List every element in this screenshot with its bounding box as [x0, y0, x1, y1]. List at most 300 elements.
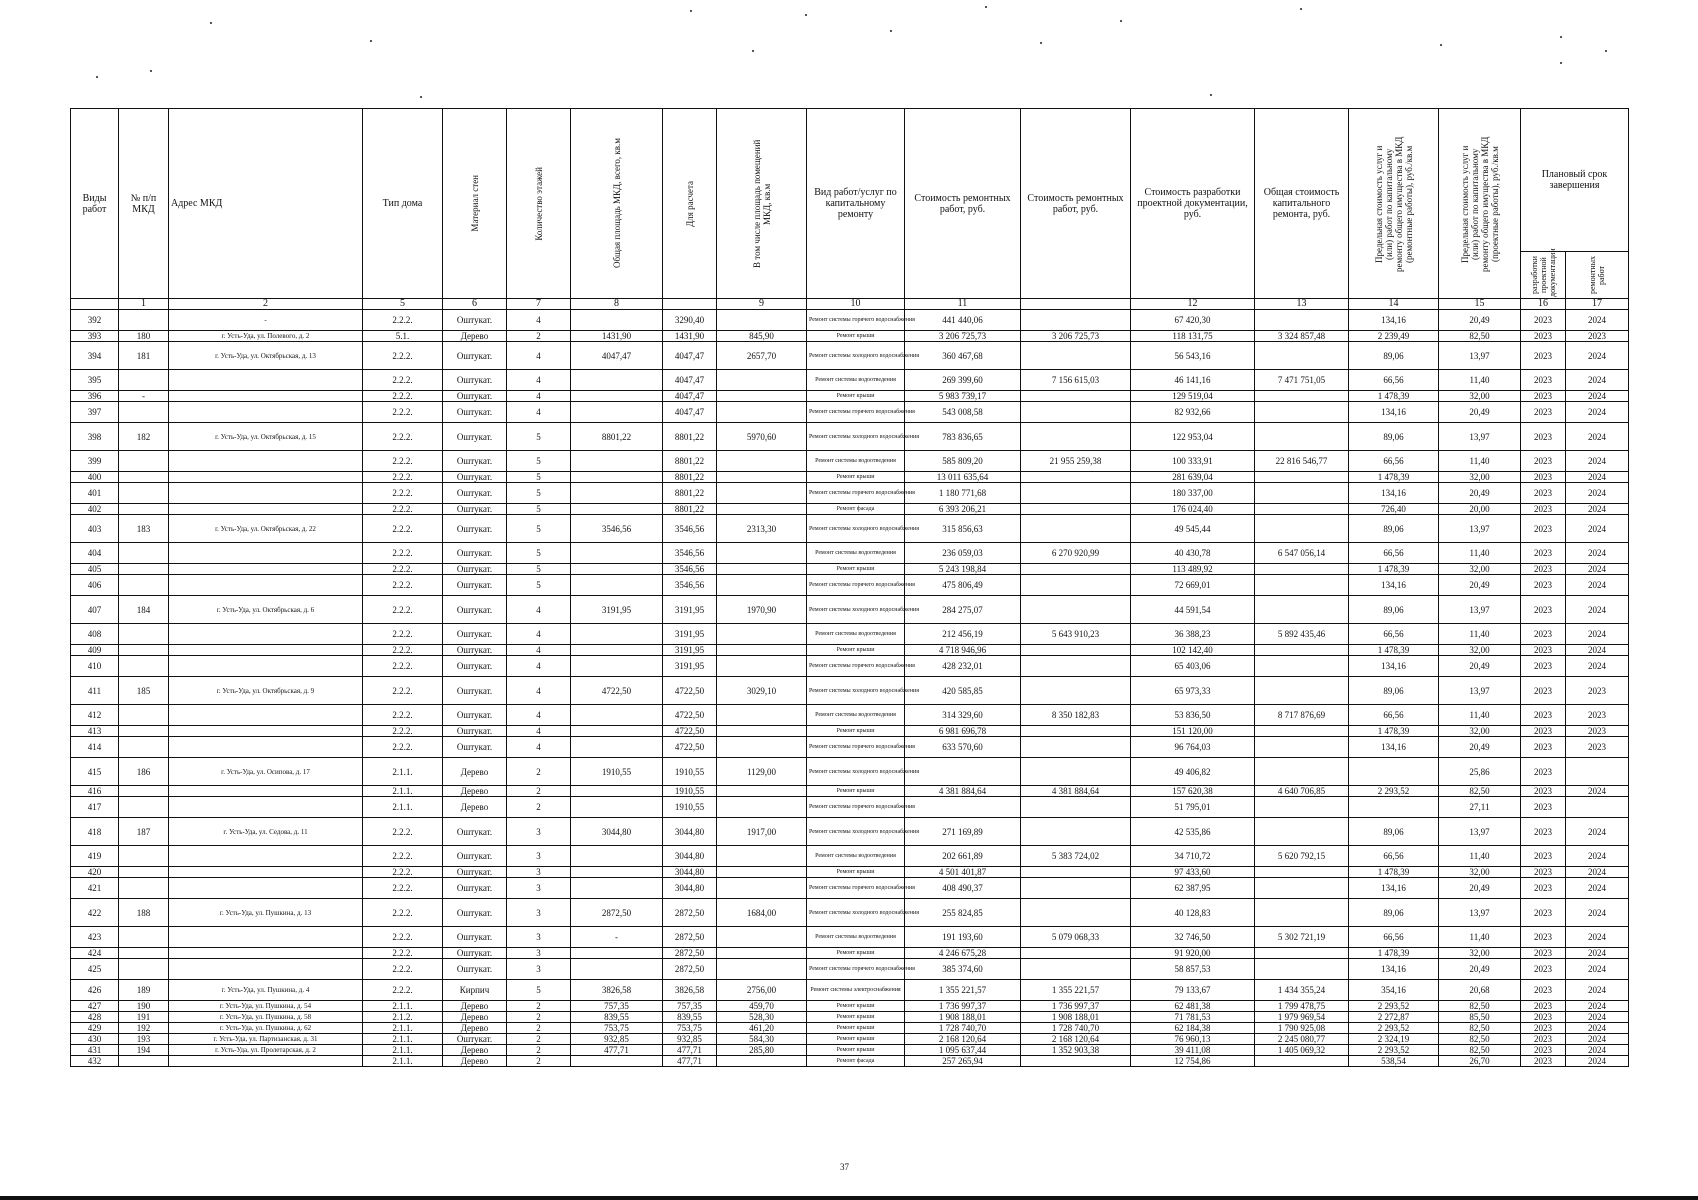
cost-cell: 236 059,03 — [905, 543, 1021, 564]
total-area-cell — [571, 737, 663, 758]
capital-repair-table — [70, 108, 1629, 1067]
cost-total-cell: 1 736 997,37 — [1021, 1001, 1131, 1012]
cost-cell: 4 381 884,64 — [905, 786, 1021, 797]
column-number-row — [71, 299, 1629, 310]
address-cell: г. Усть-Уда, ул. Пушкина, д. 13 — [169, 899, 363, 927]
page-number: 37 — [840, 1162, 849, 1172]
floors-cell: 3 — [507, 846, 571, 867]
limit-repair-cell: 2 293,52 — [1349, 1045, 1439, 1056]
limit-design-cell: 27,11 — [1439, 797, 1521, 818]
floors-cell: 3 — [507, 959, 571, 980]
limit-design-cell: 13,97 — [1439, 596, 1521, 624]
address-cell — [169, 564, 363, 575]
total-area-cell — [571, 1056, 663, 1067]
mkd-number: 183 — [119, 515, 169, 543]
wall-material-cell: Оштукат. — [443, 899, 507, 927]
row-number: 413 — [71, 726, 119, 737]
column-number: 15 — [1439, 299, 1521, 310]
work-type-cell: Ремонт крыши — [807, 1045, 905, 1056]
calc-area-cell: 753,75 — [663, 1023, 717, 1034]
table-row — [71, 370, 1629, 391]
address-cell: г. Усть-Уда, ул. Осипова, д. 17 — [169, 758, 363, 786]
design-cost-cell: 82 932,66 — [1131, 402, 1255, 423]
design-cost-cell: 12 754,86 — [1131, 1056, 1255, 1067]
total-area-cell — [571, 472, 663, 483]
house-type-cell: 2.2.2. — [363, 867, 443, 878]
total-cost-cell: 5 302 721,19 — [1255, 927, 1349, 948]
total-cost-cell: 3 324 857,48 — [1255, 331, 1349, 342]
house-type-cell: 2.1.1. — [363, 1023, 443, 1034]
living-area-cell — [717, 878, 807, 899]
cost-cell: 4 246 675,28 — [905, 948, 1021, 959]
cost-total-cell: 1 728 740,70 — [1021, 1023, 1131, 1034]
design-cost-cell: 40 430,78 — [1131, 543, 1255, 564]
mkd-number — [119, 846, 169, 867]
table-row — [71, 331, 1629, 342]
year-repair-cell: 2024 — [1566, 656, 1629, 677]
wall-material-cell: Оштукат. — [443, 656, 507, 677]
total-area-cell: 3826,58 — [571, 980, 663, 1001]
calc-area-cell: 477,71 — [663, 1056, 717, 1067]
calc-area-cell: 4722,50 — [663, 677, 717, 705]
calc-area-cell: 3044,80 — [663, 867, 717, 878]
limit-design-cell: 82,50 — [1439, 331, 1521, 342]
limit-repair-cell: 134,16 — [1349, 402, 1439, 423]
house-type-cell: 2.2.2. — [363, 515, 443, 543]
address-cell: г. Усть-Уда, ул. Пушкина, д. 62 — [169, 1023, 363, 1034]
cost-total-cell: 5 079 068,33 — [1021, 927, 1131, 948]
design-cost-cell: 71 781,53 — [1131, 1012, 1255, 1023]
work-type-cell: Ремонт системы горячего водоснабжения — [807, 575, 905, 596]
limit-repair-cell: 1 478,39 — [1349, 472, 1439, 483]
calc-area-cell: 2872,50 — [663, 948, 717, 959]
mkd-number: 187 — [119, 818, 169, 846]
work-type-cell: Ремонт системы водоотведения — [807, 370, 905, 391]
address-cell: г. Усть-Уда, ул. Партизанская, д. 31 — [169, 1034, 363, 1045]
total-cost-cell — [1255, 758, 1349, 786]
cost-cell: 420 585,85 — [905, 677, 1021, 705]
total-area-cell — [571, 564, 663, 575]
year-repair-cell: 2024 — [1566, 564, 1629, 575]
year-design-cell: 2023 — [1521, 624, 1566, 645]
cost-total-cell: 1 352 903,38 — [1021, 1045, 1131, 1056]
wall-material-cell: Дерево — [443, 1023, 507, 1034]
living-area-cell: 528,30 — [717, 1012, 807, 1023]
scan-speck — [96, 76, 98, 78]
wall-material-cell: Оштукат. — [443, 645, 507, 656]
column-number: 11 — [905, 299, 1021, 310]
work-type-cell: Ремонт системы горячего водоснабжения — [807, 737, 905, 758]
year-repair-cell: 2024 — [1566, 483, 1629, 504]
address-cell — [169, 504, 363, 515]
year-design-cell: 2023 — [1521, 797, 1566, 818]
cost-total-cell: 3 206 725,73 — [1021, 331, 1131, 342]
calc-area-cell: 3044,80 — [663, 846, 717, 867]
limit-repair-cell: 2 293,52 — [1349, 1023, 1439, 1034]
work-type-cell: Ремонт крыши — [807, 1034, 905, 1045]
total-cost-cell — [1255, 797, 1349, 818]
living-area-cell — [717, 656, 807, 677]
work-type-cell: Ремонт крыши — [807, 564, 905, 575]
floors-cell: 3 — [507, 948, 571, 959]
wall-material-cell: Оштукат. — [443, 564, 507, 575]
floors-cell: 2 — [507, 1056, 571, 1067]
floors-cell: 3 — [507, 818, 571, 846]
scan-speck — [1605, 50, 1607, 52]
table-row — [71, 515, 1629, 543]
table-row — [71, 1001, 1629, 1012]
cost-cell: 1 095 637,44 — [905, 1045, 1021, 1056]
cost-cell: 1 908 188,01 — [905, 1012, 1021, 1023]
year-design-cell: 2023 — [1521, 677, 1566, 705]
wall-material-cell: Оштукат. — [443, 596, 507, 624]
total-area-cell: 1431,90 — [571, 331, 663, 342]
limit-design-cell: 20,49 — [1439, 483, 1521, 504]
cost-total-cell: 21 955 259,38 — [1021, 451, 1131, 472]
design-cost-cell: 76 960,13 — [1131, 1034, 1255, 1045]
total-area-cell — [571, 797, 663, 818]
limit-repair-cell: 1 478,39 — [1349, 948, 1439, 959]
design-cost-cell: 51 795,01 — [1131, 797, 1255, 818]
limit-repair-cell: 1 478,39 — [1349, 645, 1439, 656]
year-repair-cell: 2024 — [1566, 423, 1629, 451]
house-type-cell: 2.2.2. — [363, 737, 443, 758]
total-cost-cell — [1255, 515, 1349, 543]
floors-cell: 4 — [507, 737, 571, 758]
wall-material-cell: Оштукат. — [443, 1034, 507, 1045]
total-cost-cell — [1255, 423, 1349, 451]
living-area-cell: 1684,00 — [717, 899, 807, 927]
limit-repair-cell: 1 478,39 — [1349, 391, 1439, 402]
table-row — [71, 786, 1629, 797]
wall-material-cell: Оштукат. — [443, 959, 507, 980]
work-type-cell: Ремонт крыши — [807, 726, 905, 737]
design-cost-cell: 58 857,53 — [1131, 959, 1255, 980]
calc-area-cell: 2872,50 — [663, 927, 717, 948]
limit-repair-cell: 2 293,52 — [1349, 786, 1439, 797]
calc-area-cell: 3546,56 — [663, 564, 717, 575]
cost-total-cell — [1021, 797, 1131, 818]
year-design-cell: 2023 — [1521, 878, 1566, 899]
table-row — [71, 867, 1629, 878]
limit-repair-cell — [1349, 758, 1439, 786]
cost-total-cell — [1021, 726, 1131, 737]
column-number: 9 — [717, 299, 807, 310]
row-number: 426 — [71, 980, 119, 1001]
year-repair-cell: 2023 — [1566, 331, 1629, 342]
total-area-cell — [571, 959, 663, 980]
total-area-cell — [571, 786, 663, 797]
floors-cell: 5 — [507, 472, 571, 483]
house-type-cell: 2.2.2. — [363, 391, 443, 402]
total-cost-cell — [1255, 948, 1349, 959]
cost-cell: 2 168 120,64 — [905, 1034, 1021, 1045]
house-type-cell: 2.2.2. — [363, 726, 443, 737]
limit-repair-cell: 89,06 — [1349, 342, 1439, 370]
limit-design-cell: 13,97 — [1439, 899, 1521, 927]
table-row — [71, 737, 1629, 758]
cost-cell: 475 806,49 — [905, 575, 1021, 596]
year-design-cell: 2023 — [1521, 370, 1566, 391]
total-cost-cell: 4 640 706,85 — [1255, 786, 1349, 797]
living-area-cell — [717, 705, 807, 726]
limit-repair-cell: 89,06 — [1349, 515, 1439, 543]
header-planned: Плановый срок завершения — [1521, 109, 1629, 252]
design-cost-cell: 46 141,16 — [1131, 370, 1255, 391]
address-cell — [169, 948, 363, 959]
total-cost-cell: 1 434 355,24 — [1255, 980, 1349, 1001]
wall-material-cell: Оштукат. — [443, 370, 507, 391]
row-number: 392 — [71, 310, 119, 331]
cost-cell: 13 011 635,64 — [905, 472, 1021, 483]
calc-area-cell: 8801,22 — [663, 451, 717, 472]
scan-bottom-edge — [0, 1196, 1698, 1200]
total-cost-cell — [1255, 645, 1349, 656]
house-type-cell: 2.2.2. — [363, 677, 443, 705]
limit-design-cell: 13,97 — [1439, 818, 1521, 846]
house-type-cell: 2.2.2. — [363, 624, 443, 645]
row-number: 419 — [71, 846, 119, 867]
cost-cell: 3 206 725,73 — [905, 331, 1021, 342]
cost-total-cell — [1021, 645, 1131, 656]
floors-cell: 3 — [507, 899, 571, 927]
calc-area-cell: 1910,55 — [663, 758, 717, 786]
calc-area-cell: 3191,95 — [663, 624, 717, 645]
design-cost-cell: 36 388,23 — [1131, 624, 1255, 645]
work-type-cell: Ремонт системы холодного водоснабжения — [807, 423, 905, 451]
floors-cell: 5 — [507, 483, 571, 504]
wall-material-cell: Дерево — [443, 331, 507, 342]
address-cell: - — [169, 310, 363, 331]
row-number: 418 — [71, 818, 119, 846]
address-cell — [169, 786, 363, 797]
column-number: 8 — [571, 299, 663, 310]
wall-material-cell: Оштукат. — [443, 575, 507, 596]
calc-area-cell: 3546,56 — [663, 515, 717, 543]
year-repair-cell: 2024 — [1566, 472, 1629, 483]
living-area-cell — [717, 959, 807, 980]
year-repair-cell — [1566, 797, 1629, 818]
cost-total-cell — [1021, 899, 1131, 927]
cost-cell: 5 983 739,17 — [905, 391, 1021, 402]
limit-design-cell: 11,40 — [1439, 370, 1521, 391]
table-row — [71, 423, 1629, 451]
table-row — [71, 677, 1629, 705]
address-cell — [169, 726, 363, 737]
table-row — [71, 391, 1629, 402]
mkd-number: 191 — [119, 1012, 169, 1023]
year-repair-cell: 2024 — [1566, 1056, 1629, 1067]
floors-cell: 5 — [507, 543, 571, 564]
cost-total-cell — [1021, 1056, 1131, 1067]
table-row — [71, 1034, 1629, 1045]
year-repair-cell: 2024 — [1566, 927, 1629, 948]
limit-design-cell: 11,40 — [1439, 705, 1521, 726]
total-area-cell — [571, 645, 663, 656]
house-type-cell: 2.2.2. — [363, 564, 443, 575]
house-type-cell: 2.2.2. — [363, 818, 443, 846]
address-cell — [169, 797, 363, 818]
total-cost-cell: 5 892 435,46 — [1255, 624, 1349, 645]
total-area-cell — [571, 543, 663, 564]
total-cost-cell: 5 620 792,15 — [1255, 846, 1349, 867]
living-area-cell — [717, 543, 807, 564]
table-row — [71, 899, 1629, 927]
floors-cell: 2 — [507, 1045, 571, 1056]
address-cell — [169, 624, 363, 645]
limit-repair-cell: 354,16 — [1349, 980, 1439, 1001]
limit-repair-cell: 2 272,87 — [1349, 1012, 1439, 1023]
calc-area-cell: 3191,95 — [663, 656, 717, 677]
living-area-cell — [717, 391, 807, 402]
work-type-cell: Ремонт крыши — [807, 867, 905, 878]
design-cost-cell: 96 764,03 — [1131, 737, 1255, 758]
header-no-mkd: № п/п МКД — [119, 109, 169, 299]
floors-cell: 5 — [507, 423, 571, 451]
mkd-number — [119, 564, 169, 575]
total-area-cell — [571, 624, 663, 645]
row-number: 405 — [71, 564, 119, 575]
cost-total-cell: 6 270 920,99 — [1021, 543, 1131, 564]
cost-total-cell — [1021, 656, 1131, 677]
cost-cell — [905, 797, 1021, 818]
total-area-cell — [571, 451, 663, 472]
mkd-number — [119, 645, 169, 656]
design-cost-cell: 129 519,04 — [1131, 391, 1255, 402]
mkd-number — [119, 1056, 169, 1067]
scan-speck — [1120, 20, 1122, 22]
year-design-cell: 2023 — [1521, 575, 1566, 596]
year-repair-cell: 2024 — [1566, 310, 1629, 331]
row-number: 408 — [71, 624, 119, 645]
calc-area-cell: 8801,22 — [663, 483, 717, 504]
cost-cell: 5 243 198,84 — [905, 564, 1021, 575]
work-type-cell: Ремонт системы водоотведения — [807, 624, 905, 645]
house-type-cell: 5.1. — [363, 331, 443, 342]
table-row — [71, 564, 1629, 575]
work-type-cell: Ремонт системы водоотведения — [807, 705, 905, 726]
limit-design-cell: 82,50 — [1439, 1001, 1521, 1012]
column-number: 16 — [1521, 299, 1566, 310]
cost-cell: 543 008,58 — [905, 402, 1021, 423]
living-area-cell — [717, 948, 807, 959]
design-cost-cell: 49 406,82 — [1131, 758, 1255, 786]
cost-total-cell — [1021, 737, 1131, 758]
calc-area-cell: 3546,56 — [663, 543, 717, 564]
total-cost-cell — [1255, 1056, 1349, 1067]
mkd-number: 194 — [119, 1045, 169, 1056]
address-cell — [169, 867, 363, 878]
total-cost-cell — [1255, 596, 1349, 624]
living-area-cell: 3029,10 — [717, 677, 807, 705]
cost-total-cell — [1021, 596, 1131, 624]
header-house-type: Тип дома — [363, 109, 443, 299]
wall-material-cell: Оштукат. — [443, 472, 507, 483]
cost-total-cell — [1021, 504, 1131, 515]
address-cell: г. Усть-Уда, ул. Октябрьская, д. 6 — [169, 596, 363, 624]
limit-design-cell: 82,50 — [1439, 786, 1521, 797]
mkd-number: 190 — [119, 1001, 169, 1012]
wall-material-cell: Оштукат. — [443, 310, 507, 331]
limit-repair-cell: 134,16 — [1349, 310, 1439, 331]
year-repair-cell: 2024 — [1566, 342, 1629, 370]
mkd-number — [119, 656, 169, 677]
wall-material-cell: Оштукат. — [443, 948, 507, 959]
design-cost-cell: 65 973,33 — [1131, 677, 1255, 705]
living-area-cell — [717, 867, 807, 878]
calc-area-cell: 1431,90 — [663, 331, 717, 342]
cost-cell: 441 440,06 — [905, 310, 1021, 331]
header-total-cost: Общая стоимость капитального ремонта, руб. — [1255, 109, 1349, 299]
scan-speck — [805, 14, 807, 16]
header-work-type: Вид работ/услуг по капитальному ремонту — [807, 109, 905, 299]
house-type-cell: 2.1.1. — [363, 1001, 443, 1012]
total-cost-cell — [1255, 899, 1349, 927]
year-repair-cell: 2024 — [1566, 1045, 1629, 1056]
cost-cell: 1 355 221,57 — [905, 980, 1021, 1001]
row-number: 422 — [71, 899, 119, 927]
wall-material-cell: Оштукат. — [443, 342, 507, 370]
cost-total-cell — [1021, 391, 1131, 402]
work-type-cell: Ремонт системы горячего водоснабжения — [807, 310, 905, 331]
table-row — [71, 402, 1629, 423]
wall-material-cell: Оштукат. — [443, 391, 507, 402]
mkd-number: 188 — [119, 899, 169, 927]
address-cell: г. Усть-Уда, ул. Октябрьская, д. 15 — [169, 423, 363, 451]
wall-material-cell: Оштукат. — [443, 543, 507, 564]
row-number: 410 — [71, 656, 119, 677]
row-number: 416 — [71, 786, 119, 797]
total-cost-cell: 7 471 751,05 — [1255, 370, 1349, 391]
scan-speck — [210, 22, 212, 24]
work-type-cell: Ремонт системы горячего водоснабжения — [807, 656, 905, 677]
limit-repair-cell: 89,06 — [1349, 899, 1439, 927]
total-cost-cell — [1255, 310, 1349, 331]
cost-cell: 428 232,01 — [905, 656, 1021, 677]
scan-speck — [1040, 42, 1042, 44]
year-design-cell: 2023 — [1521, 899, 1566, 927]
living-area-cell — [717, 1056, 807, 1067]
mkd-number — [119, 310, 169, 331]
year-design-cell: 2023 — [1521, 959, 1566, 980]
limit-repair-cell: 134,16 — [1349, 483, 1439, 504]
address-cell: г. Усть-Уда, ул. Пушкина, д. 58 — [169, 1012, 363, 1023]
cost-cell: 271 169,89 — [905, 818, 1021, 846]
floors-cell: 4 — [507, 656, 571, 677]
design-cost-cell: 281 639,04 — [1131, 472, 1255, 483]
table-row — [71, 726, 1629, 737]
floors-cell: 2 — [507, 758, 571, 786]
calc-area-cell: 8801,22 — [663, 423, 717, 451]
cost-cell: 1 736 997,37 — [905, 1001, 1021, 1012]
total-area-cell — [571, 504, 663, 515]
house-type-cell: 2.2.2. — [363, 370, 443, 391]
floors-cell: 3 — [507, 867, 571, 878]
mkd-number — [119, 624, 169, 645]
address-cell — [169, 846, 363, 867]
row-number: 423 — [71, 927, 119, 948]
limit-design-cell: 82,50 — [1439, 1034, 1521, 1045]
table-body — [71, 310, 1629, 1067]
cost-cell: 1 728 740,70 — [905, 1023, 1021, 1034]
calc-area-cell: 4722,50 — [663, 726, 717, 737]
wall-material-cell: Оштукат. — [443, 677, 507, 705]
year-repair-cell: 2023 — [1566, 677, 1629, 705]
column-number: 17 — [1566, 299, 1629, 310]
year-repair-cell: 2024 — [1566, 818, 1629, 846]
scan-speck — [1440, 44, 1442, 46]
table-row — [71, 758, 1629, 786]
